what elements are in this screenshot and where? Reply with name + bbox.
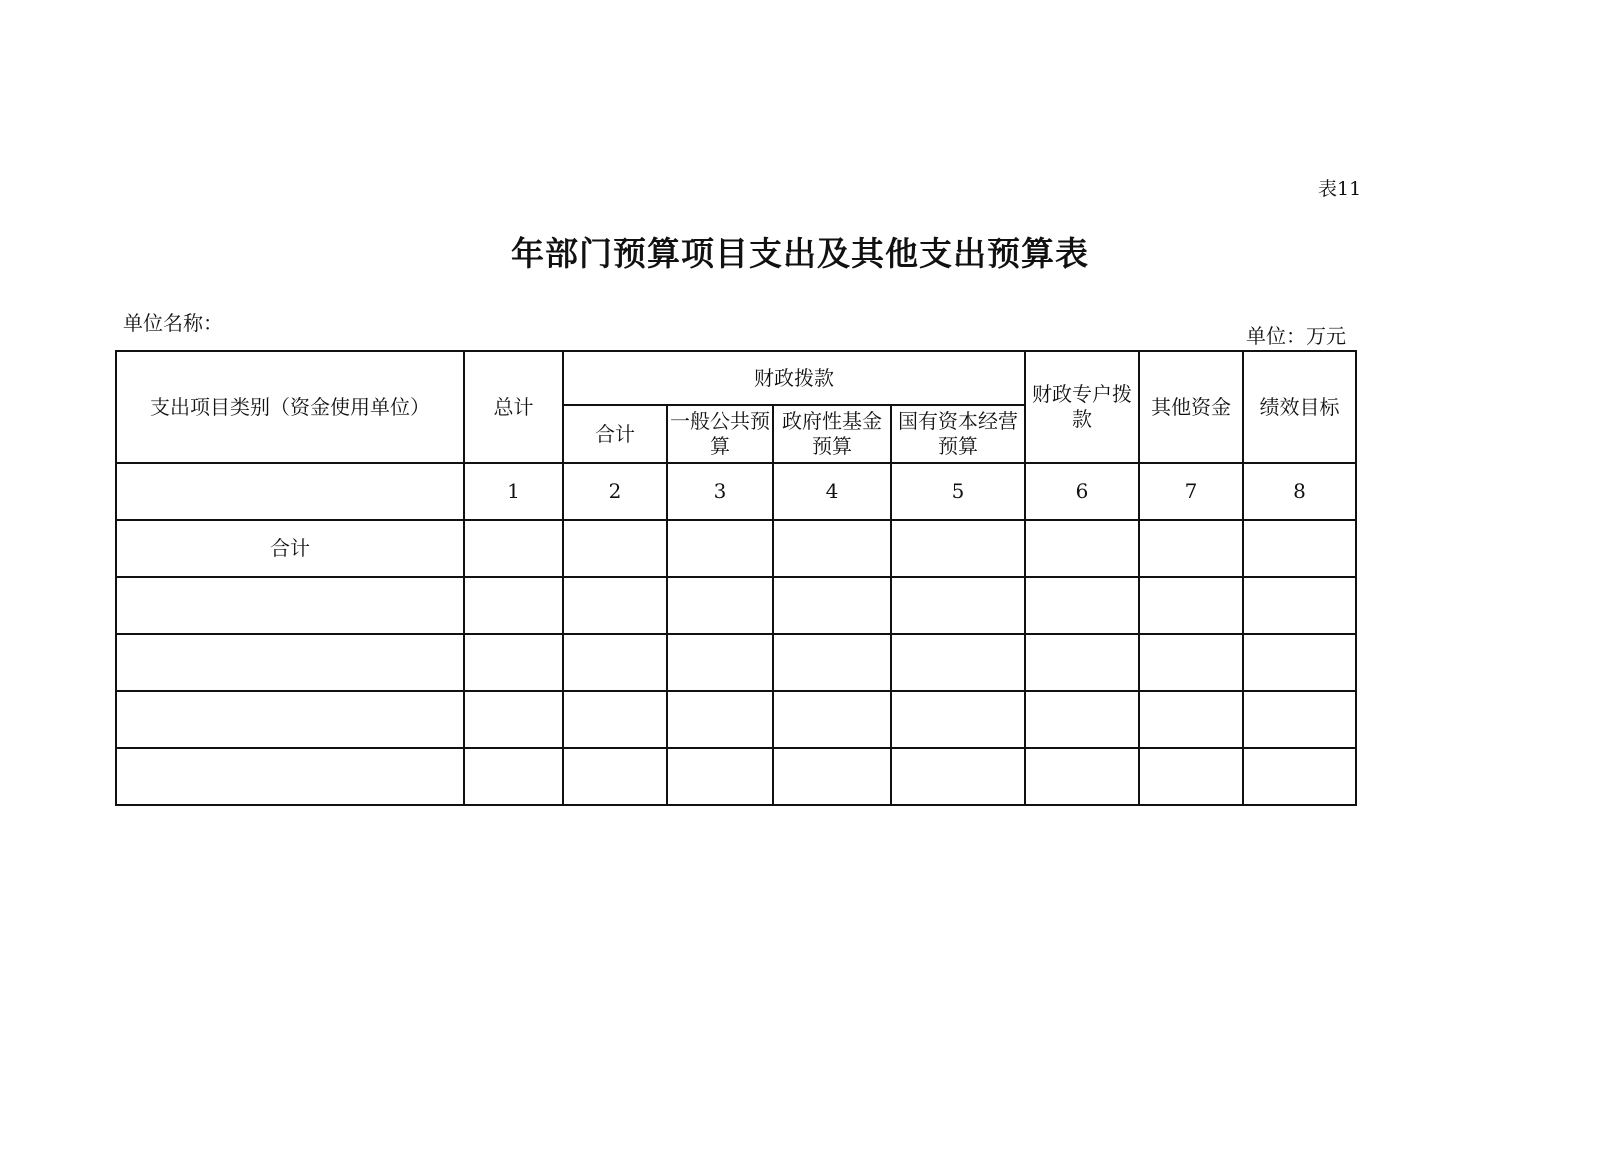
table-cell: [891, 691, 1025, 748]
header-total: 总计: [464, 351, 563, 463]
column-number-blank: [116, 463, 464, 520]
table-cell: [1139, 520, 1243, 577]
table-cell: [563, 577, 667, 634]
table-row: [116, 577, 1356, 634]
row-label: [116, 634, 464, 691]
unit-label: 单位：万元: [1246, 324, 1346, 348]
table-row: [116, 520, 1356, 577]
row-label: 合计: [116, 520, 464, 577]
header-gov-fund: 政府性基金预算: [773, 405, 891, 463]
table-cell: [464, 634, 563, 691]
table-cell: [1139, 748, 1243, 805]
table-row: [116, 634, 1356, 691]
table-cell: [891, 634, 1025, 691]
column-number: 5: [891, 463, 1025, 520]
table-cell: [464, 520, 563, 577]
table-cell: [464, 577, 563, 634]
table-cell: [773, 691, 891, 748]
table-cell: [1243, 520, 1356, 577]
column-number: 3: [667, 463, 773, 520]
table-number: 表11: [1318, 178, 1362, 200]
column-number: 2: [563, 463, 667, 520]
table-cell: [464, 691, 563, 748]
header-fiscal-group: 财政拨款: [563, 351, 1025, 405]
header-fiscal-special: 财政专户拨款: [1025, 351, 1139, 463]
row-label: [116, 691, 464, 748]
column-number: 6: [1025, 463, 1139, 520]
table-cell: [1025, 520, 1139, 577]
table-cell: [1243, 577, 1356, 634]
table-cell: [773, 748, 891, 805]
table-cell: [773, 577, 891, 634]
column-number: 7: [1139, 463, 1243, 520]
table-cell: [1139, 577, 1243, 634]
table-cell: [773, 634, 891, 691]
table-row: [116, 748, 1356, 805]
table-cell: [1025, 634, 1139, 691]
column-number: 1: [464, 463, 563, 520]
header-fiscal-subtotal: 合计: [563, 405, 667, 463]
table-cell: [1243, 748, 1356, 805]
table-cell: [563, 748, 667, 805]
header-state-capital: 国有资本经营预算: [891, 405, 1025, 463]
header-other-funds: 其他资金: [1139, 351, 1243, 463]
header-category: 支出项目类别（资金使用单位）: [116, 351, 464, 463]
unit-name-label: 单位名称：: [123, 311, 223, 335]
row-label: [116, 577, 464, 634]
table-cell: [563, 520, 667, 577]
table-cell: [667, 577, 773, 634]
table-cell: [891, 520, 1025, 577]
row-label: [116, 748, 464, 805]
table-cell: [1139, 634, 1243, 691]
header-performance: 绩效目标: [1243, 351, 1356, 463]
table-cell: [891, 577, 1025, 634]
table-cell: [563, 634, 667, 691]
budget-table: [115, 350, 1357, 806]
table-cell: [563, 691, 667, 748]
table-cell: [464, 748, 563, 805]
table-cell: [891, 748, 1025, 805]
column-number: 4: [773, 463, 891, 520]
table-cell: [1243, 634, 1356, 691]
table-row: [116, 691, 1356, 748]
table-cell: [1025, 577, 1139, 634]
table-cell: [773, 520, 891, 577]
table-cell: [1139, 691, 1243, 748]
table-cell: [667, 634, 773, 691]
table-cell: [667, 691, 773, 748]
table-cell: [1025, 748, 1139, 805]
table-cell: [1243, 691, 1356, 748]
column-number: 8: [1243, 463, 1356, 520]
header-general-public: 一般公共预算: [667, 405, 773, 463]
document-title: 年部门预算项目支出及其他支出预算表: [511, 234, 1089, 273]
table-cell: [1025, 691, 1139, 748]
table-cell: [667, 520, 773, 577]
table-cell: [667, 748, 773, 805]
